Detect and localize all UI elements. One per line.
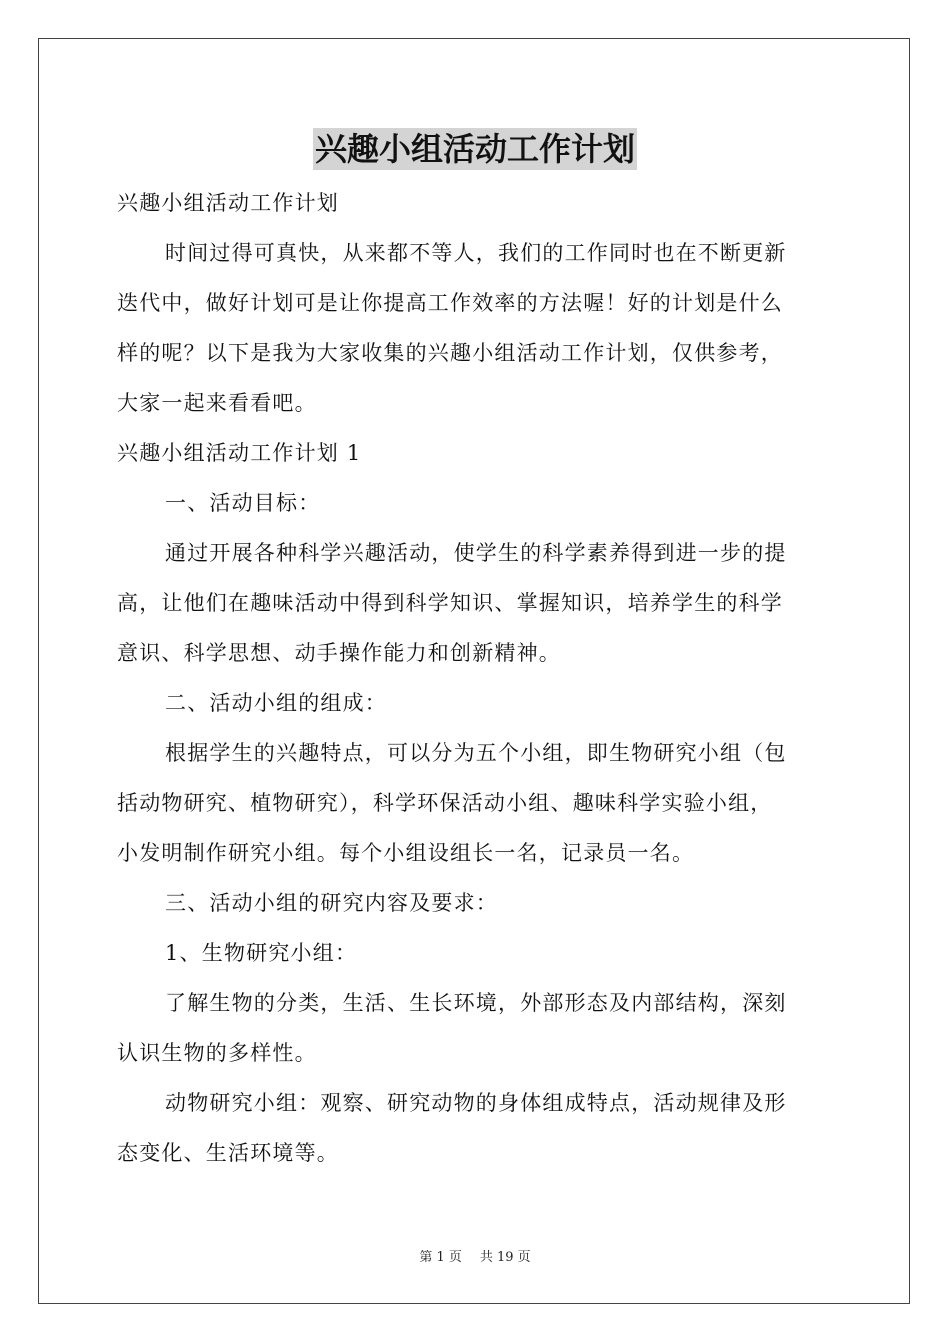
text-line: 认识生物的多样性。: [117, 1041, 317, 1065]
document-title: 兴趣小组活动工作计划: [314, 130, 635, 168]
text-line: 三、活动小组的研究内容及要求：: [165, 891, 498, 915]
text-line: 兴趣小组活动工作计划: [117, 191, 339, 215]
text-line: 一、活动目标：: [165, 491, 321, 515]
text-line: 兴趣小组活动工作计划 1: [117, 441, 362, 465]
text-line: 迭代中，做好计划可是让你提高工作效率的方法喔！好的计划是什么: [117, 291, 783, 315]
title-container: [0, 128, 950, 170]
text-line: 了解生物的分类，生活、生长环境，外部形态及内部结构，深刻: [165, 991, 787, 1015]
text-line: 括动物研究、植物研究），科学环保活动小组、趣味科学实验小组，: [117, 791, 773, 815]
text-line: 样的呢？以下是我为大家收集的兴趣小组活动工作计划，仅供参考，: [117, 341, 783, 365]
text-line: 二、活动小组的组成：: [165, 691, 387, 715]
text-line: 动物研究小组：观察、研究动物的身体组成特点，活动规律及形: [165, 1091, 787, 1115]
text-line: 时间过得可真快，从来都不等人，我们的工作同时也在不断更新: [165, 241, 787, 265]
document-body: [117, 178, 833, 1178]
page-number: 第 1 页: [419, 1250, 462, 1265]
text-line: 高，让他们在趣味活动中得到科学知识、掌握知识，培养学生的科学: [117, 591, 783, 615]
text-line: 态变化、生活环境等。: [117, 1141, 339, 1165]
text-line: 大家一起来看看吧。: [117, 391, 317, 415]
text-line: 1、生物研究小组：: [165, 941, 358, 965]
text-line: 小发明制作研究小组。每个小组设组长一名，记录员一名。: [117, 841, 695, 865]
text-line: 根据学生的兴趣特点，可以分为五个小组，即生物研究小组（包: [165, 741, 787, 765]
page-footer: [0, 1246, 950, 1265]
text-line: 意识、科学思想、动手操作能力和创新精神。: [117, 641, 561, 665]
text-line: 通过开展各种科学兴趣活动，使学生的科学素养得到进一步的提: [165, 541, 787, 565]
page-total: 共 19 页: [479, 1250, 531, 1265]
